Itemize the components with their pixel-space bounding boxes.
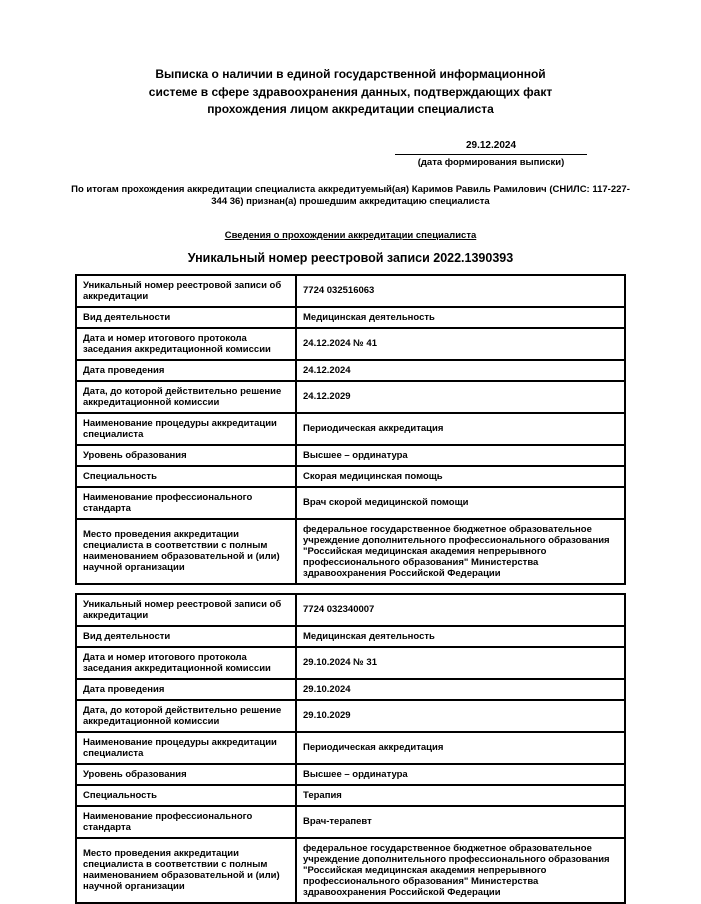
extract-date-caption: (дата формирования выписки) <box>417 156 565 168</box>
table-row <box>76 445 625 466</box>
field-label: Специальность <box>76 466 296 487</box>
table-row <box>76 275 625 307</box>
document-title-line: прохождения лицом аккредитации специалиста <box>207 102 494 116</box>
accreditation-record-table-2 <box>75 593 626 904</box>
field-label: Наименование процедуры аккредитации специалиста <box>76 413 296 445</box>
table-row <box>76 381 625 413</box>
field-value: 7724 032340007 <box>296 594 625 626</box>
table-row <box>76 519 625 584</box>
table-row <box>76 307 625 328</box>
table-row <box>76 785 625 806</box>
field-label: Уникальный номер реестровой записи об аккредитации <box>76 275 296 307</box>
field-value: 24.12.2024 № 41 <box>296 328 625 360</box>
field-value: Медицинская деятельность <box>296 626 625 647</box>
field-label: Место проведения аккредитации специалиста в соответствии с полным наименованием образовательной и (или) научной организации <box>76 519 296 584</box>
field-value: Врач-терапевт <box>296 806 625 838</box>
table-row <box>76 838 625 903</box>
table-row <box>76 732 625 764</box>
table-row <box>76 626 625 647</box>
field-label: Место проведения аккредитации специалиста в соответствии с полным наименованием образовательной и (или) научной организации <box>76 838 296 903</box>
field-label: Уровень образования <box>76 445 296 466</box>
table-row <box>76 594 625 626</box>
field-value: 24.12.2029 <box>296 381 625 413</box>
field-value: 29.10.2024 <box>296 679 625 700</box>
field-value: 7724 032516063 <box>296 275 625 307</box>
table-row <box>76 328 625 360</box>
table-row <box>76 360 625 381</box>
field-label: Наименование процедуры аккредитации специалиста <box>76 732 296 764</box>
field-label: Вид деятельности <box>76 626 296 647</box>
registry-number-heading: Уникальный номер реестровой записи 2022.1390393 <box>187 250 514 265</box>
field-value: Скорая медицинская помощь <box>296 466 625 487</box>
field-label: Наименование профессионального стандарта <box>76 487 296 519</box>
field-label: Дата, до которой действительно решение аккредитационной комиссии <box>76 700 296 732</box>
field-value: Врач скорой медицинской помощи <box>296 487 625 519</box>
field-label: Дата проведения <box>76 679 296 700</box>
field-label: Уровень образования <box>76 764 296 785</box>
intro-line: 344 36) признан(а) прошедшим аккредитацию специалиста <box>211 196 490 207</box>
field-value: Высшее – ординатура <box>296 445 625 466</box>
field-label: Дата, до которой действительно решение аккредитационной комиссии <box>76 381 296 413</box>
field-label: Наименование профессионального стандарта <box>76 806 296 838</box>
field-value: Периодическая аккредитация <box>296 413 625 445</box>
table-row <box>76 764 625 785</box>
field-label: Дата и номер итогового протокола заседания аккредитационной комиссии <box>76 328 296 360</box>
intro-line: По итогам прохождения аккредитации специалиста аккредитуемый(ая) Каримов Равиль Рамилович (СНИЛС: 117-227- <box>71 183 630 195</box>
table-row <box>76 413 625 445</box>
field-value: 29.10.2024 № 31 <box>296 647 625 679</box>
accreditation-records <box>0 274 701 904</box>
field-label: Уникальный номер реестровой записи об аккредитации <box>76 594 296 626</box>
field-label: Вид деятельности <box>76 307 296 328</box>
field-label: Дата и номер итогового протокола заседания аккредитационной комиссии <box>76 647 296 679</box>
field-value: Высшее – ординатура <box>296 764 625 785</box>
field-value: федеральное государственное бюджетное образовательное учреждение дополнительного профессионального образования "Российская медицинская академия непрерывного профессионального образования" Министерства здравоохранения Российской Федерации <box>296 519 625 584</box>
document-title <box>0 66 701 119</box>
field-value: 24.12.2024 <box>296 360 625 381</box>
table-row <box>76 679 625 700</box>
accreditation-record-table-1 <box>75 274 626 585</box>
field-value: Медицинская деятельность <box>296 307 625 328</box>
extract-date-block <box>395 140 587 168</box>
table-row <box>76 466 625 487</box>
section-heading: Сведения о прохождении аккредитации специалиста <box>224 229 477 241</box>
table-row <box>76 806 625 838</box>
intro-paragraph <box>0 184 701 209</box>
table-row <box>76 647 625 679</box>
field-value: 29.10.2029 <box>296 700 625 732</box>
document-title-line: системе в сфере здравоохранения данных, подтверждающих факт <box>148 84 553 99</box>
table-row <box>76 700 625 732</box>
document-title-line: Выписка о наличии в единой государственной информационной <box>155 67 546 81</box>
field-value: Терапия <box>296 785 625 806</box>
field-label: Дата проведения <box>76 360 296 381</box>
field-value: Периодическая аккредитация <box>296 732 625 764</box>
table-row <box>76 487 625 519</box>
extract-date-value: 29.12.2024 <box>395 140 587 155</box>
field-value: федеральное государственное бюджетное образовательное учреждение дополнительного профессионального образования "Российская медицинская академия непрерывного профессионального образования" Министерства здравоохранения Российской Федерации <box>296 838 625 903</box>
field-label: Специальность <box>76 785 296 806</box>
